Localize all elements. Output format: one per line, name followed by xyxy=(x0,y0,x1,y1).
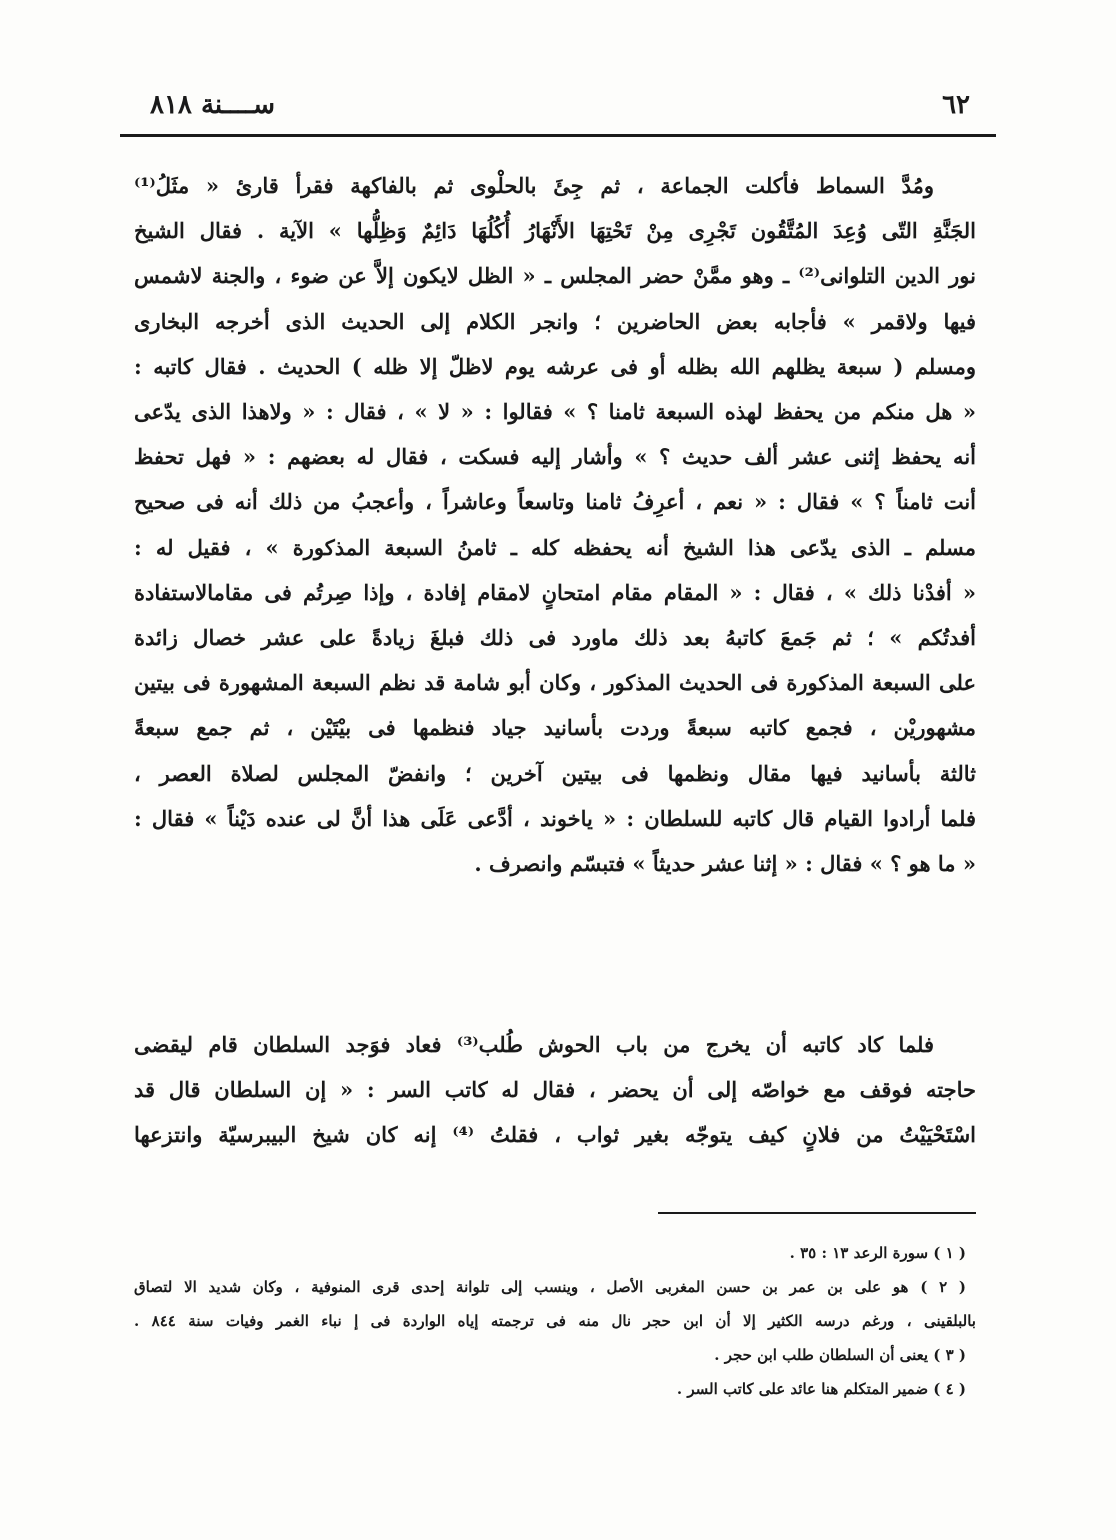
text-line: ومسلم ( سبعة يظلهم الله بظله أو فى عرشه يوم لاظلّ إلا ظله ) الحديث . فقال كاتبه : xyxy=(134,353,976,379)
page-header xyxy=(120,86,996,126)
text-line: أنت ثامناً ؟ » فقال : « نعم ، أعرِفُ ثامنا وتاسعاً وعاشراً ، وأعجبُ من ذلك أنه فى صحيح xyxy=(134,489,976,515)
running-head: ســــنة ٨١٨ xyxy=(150,90,275,120)
footnotes xyxy=(134,1236,976,1406)
paragraph-2 xyxy=(134,1022,976,1158)
text-line: مشهوريْن ، فجمع كاتبه سبعةً وردت بأسانيد جياد فنظمها فى بيْتَيْن ، ثم جمع سبعةً xyxy=(134,715,976,741)
text-line: ومُدَّ السماط فأكلت الجماعة ، ثم جِئَ بالحلْوى ثم بالفاكهة فقرأ قارئ « مثَلُ⁽¹⁾ xyxy=(134,173,934,198)
text-line: فيها ولاقمر » فأجابه بعض الحاضرين ؛ وانجر الكلام إلى الحديث الذى أخرجه البخارى xyxy=(134,308,976,334)
text-line: حاجته فوقف مع خواصّه إلى أن يحضر ، فقال له كاتب السر : « إن السلطان قال قد xyxy=(134,1077,976,1103)
text-line: نور الدين التلوانى⁽²⁾ ـ وهو ممَّنْ حضر المجلس ـ « الظل لايكون إلاَّ عن ضوء ، والجنة لاشمس xyxy=(134,263,976,289)
text-line: أفدتُكم » ؛ ثم جَمعَ كاتبهُ بعد ذلك ماورد فى ذلك فبلغَ زيادةً على عشر خصال زائدة xyxy=(134,625,976,651)
header-rule xyxy=(120,134,996,137)
page-number: ٦٢ xyxy=(942,90,970,120)
text-line: ثالثة بأسانيد فيها مقال ونظمها فى بيتين آخرين ؛ وانفضّ المجلس لصلاة العصر ، xyxy=(134,760,976,786)
footnote-3: ( ٣ ) يعنى أن السلطان طلب ابن حجر . xyxy=(714,1346,966,1364)
footnote-rule xyxy=(658,1212,976,1214)
text-line: على السبعة المذكورة فى الحديث المذكور ، وكان أبو شامة قد نظم السبعة المشهورة فى بيتين xyxy=(134,670,976,696)
text-line: « هل منكم من يحفظ لهذه السبعة ثامنا ؟ » فقالوا : « لا » ، فقال : « ولاهذا الذى يدّعى xyxy=(134,399,976,425)
text-line: « أفدْنا ذلك » ، فقال : « المقام مقام امتحانٍ لامقام إفادة ، وإذا صِرتُم فى مقامالاستفادة xyxy=(134,579,976,605)
footnote-4: ( ٤ ) ضمير المتكلم هنا عائد على كاتب السر . xyxy=(676,1380,966,1398)
paragraph-1 xyxy=(134,163,976,886)
text-line: مسلم ـ الذى يدّعى هذا الشيخ أنه يحفظه كله ـ ثامنُ السبعة المذكورة » ، فقيل له : xyxy=(134,534,976,560)
footnote-2-continued: بالبلقينى ، ورغم درسه الكثير إلا أن ابن حجر نال منه فى ترجمته إياه الواردة فى إ نباء الغمر وفيات سنة ٨٤٤ . xyxy=(134,1312,976,1330)
text-line: فلما كاد كاتبه أن يخرج من باب الحوش طُلب⁽³⁾ فعاد فوَجد السلطان قام ليقضى xyxy=(134,1032,934,1057)
footnote-2: ( ٢ ) هو على بن عمر بن حسن المغربى الأصل ، وينسب إلى تلوانة إحدى قرى المنوفية ، وكان شديد الا لتصاق xyxy=(134,1278,966,1296)
footnote-1: ( ١ ) سورة الرعد ١٣ : ٣٥ . xyxy=(789,1244,966,1262)
text-line: الجَنَّةِ التّى وُعِدَ المُتَّقُون تَجْرِى مِنْ تَحْتِهَا الأَنْهَارُ أُكُلُهَا دَائِمٌ وَظِلُّها » الآية . فقال الشيخ xyxy=(134,218,976,244)
text-line: « ما هو ؟ » فقال : « إثنا عشر حديثاً » فتبسّم وانصرف . xyxy=(474,851,976,877)
text-line: فلما أرادوا القيام قال كاتبه للسلطان : « ياخوند ، أدَّعى عَلَى هذا أنَّ لى عنده دَيْناً » فقال : xyxy=(134,805,976,831)
text-line: أنه يحفظ إثنى عشر ألف حديث ؟ » وأشار إليه فسكت ، فقال له بعضهم : « فهل تحفظ xyxy=(134,444,976,470)
text-line: اسْتَحْيَيْتُ من فلانٍ كيف يتوجّه بغير ثواب ، فقلتُ ⁽⁴⁾ إنه كان شيخ البيبرسيّة وانتزعها xyxy=(134,1122,976,1148)
